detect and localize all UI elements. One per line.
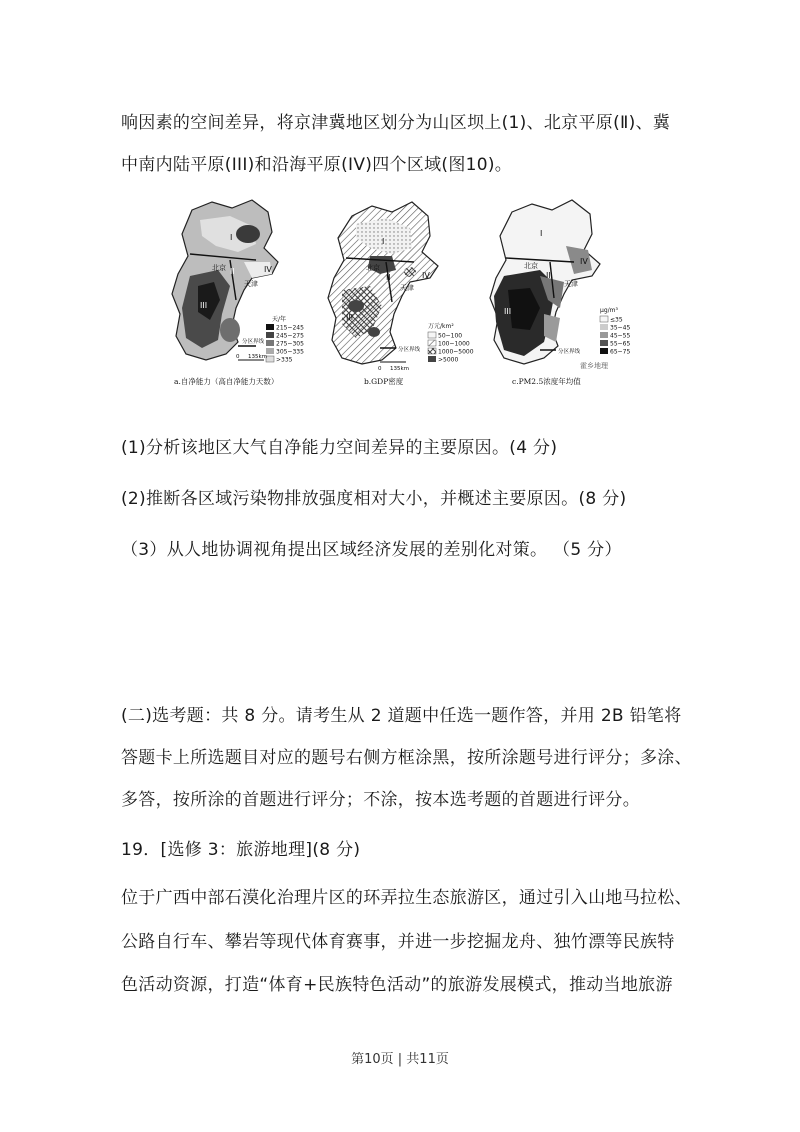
panel-a-legend-item: 245~275 bbox=[276, 332, 304, 340]
elective-line-3: 多答，按所涂的首题进行评分；不涂，按本选考题的首题进行评分。 bbox=[121, 790, 640, 810]
panel-b-region-1: I bbox=[382, 237, 385, 246]
panel-b-caption: b.GDP密度 bbox=[364, 377, 404, 386]
panel-a-legend-item: 305~335 bbox=[276, 348, 304, 356]
panel-b-legend-item: 1000~5000 bbox=[438, 348, 474, 356]
panel-c-region-2: II bbox=[546, 271, 551, 280]
elective-line-1: (二)选考题：共 8 分。请考生从 2 道题中任选一题作答，并用 2B 铅笔将 bbox=[121, 706, 682, 726]
panel-a-region-3: III bbox=[200, 301, 208, 310]
panel-c-legend-title: μg/m³ bbox=[600, 307, 618, 314]
question-19-line-3: 色活动资源，打造“体育+民族特色活动”的旅游发展模式，推动当地旅游 bbox=[121, 975, 673, 995]
panel-c-legend-item: 35~45 bbox=[610, 324, 631, 332]
question-3: （3）从人地协调视角提出区域经济发展的差别化对策。 （5 分） bbox=[121, 540, 622, 560]
watermark-label: 霍乡地理 bbox=[580, 362, 608, 370]
panel-a-legend-item: 215~245 bbox=[276, 324, 304, 332]
panel-a-region-2: II bbox=[230, 267, 235, 276]
panel-b-legend-item: 50~100 bbox=[438, 332, 463, 340]
panel-a-self-purification-map bbox=[172, 200, 278, 362]
figure-10-maps bbox=[160, 190, 642, 390]
panel-b-scale-label: 135km bbox=[390, 366, 410, 372]
panel-c-caption: c.PM2.5浓度年均值 bbox=[512, 377, 581, 386]
panel-c-legend-item: 45~55 bbox=[610, 332, 631, 340]
panel-b-legend-title: 万元/km² bbox=[428, 323, 454, 330]
panel-b-boundary-label: 分区界线 bbox=[398, 347, 421, 353]
panel-a-scale-zero: 0 bbox=[236, 354, 240, 360]
panel-c-boundary-label: 分区界线 bbox=[558, 349, 581, 355]
elective-line-2: 答题卡上所选题目对应的题号右侧方框涂黑，按所涂题号进行评分；多涂、 bbox=[121, 748, 692, 768]
panel-c-legend-item: ≤35 bbox=[610, 316, 623, 324]
panel-c-region-1: I bbox=[540, 229, 543, 238]
panel-c-city-tianjin: 天津 bbox=[564, 280, 578, 288]
panel-b-legend-item: >5000 bbox=[438, 356, 459, 364]
panel-c-region-4: IV bbox=[580, 257, 588, 266]
question-19-line-2: 公路自行车、攀岩等现代体育赛事，并进一步挖掘龙舟、独竹漂等民族特 bbox=[121, 932, 675, 952]
question-1: (1)分析该地区大气自净能力空间差异的主要原因。(4 分) bbox=[121, 438, 558, 458]
panel-b-region-2: II bbox=[386, 273, 391, 282]
intro-line-2: 中南内陆平原(III)和沿海平原(IV)四个区域(图10)。 bbox=[121, 155, 513, 175]
panel-a-region-1: I bbox=[230, 233, 233, 242]
question-2: (2)推断各区域污染物排放强度相对大小，并概述主要原因。(8 分) bbox=[121, 489, 627, 509]
panel-c-legend-item: 65~75 bbox=[610, 348, 631, 356]
panel-a-boundary-label: 分区界线 bbox=[242, 339, 265, 345]
panel-b-gdp-density-map bbox=[328, 202, 438, 364]
panel-c-pm25-map bbox=[490, 200, 608, 364]
panel-c-city-beijing: 北京 bbox=[524, 262, 538, 270]
panel-a-city-beijing: 北京 bbox=[212, 264, 226, 272]
panel-a-caption: a.自净能力（高自净能力天数） bbox=[174, 377, 279, 386]
panel-a-legend-item: >335 bbox=[276, 356, 293, 364]
panel-b-region-3: III bbox=[346, 313, 354, 322]
panel-a-legend-item: 275~305 bbox=[276, 340, 304, 348]
intro-line-1: 响因素的空间差异，将京津冀地区划分为山区坝上(1)、北京平原(Ⅱ)、冀 bbox=[121, 113, 671, 133]
panel-c-legend-item: 55~65 bbox=[610, 340, 631, 348]
panel-b-city-tianjin: 天津 bbox=[400, 284, 414, 292]
panel-a-legend-title: 天/年 bbox=[272, 316, 287, 323]
panel-b-city-beijing: 北京 bbox=[366, 264, 380, 272]
question-19-line-1: 位于广西中部石漠化治理片区的环弄拉生态旅游区，通过引入山地马拉松、 bbox=[121, 888, 692, 908]
panel-a-scale-label: 135km bbox=[248, 354, 268, 360]
page-footer: 第10页 | 共11页 bbox=[351, 1052, 449, 1067]
panel-c-region-3: III bbox=[504, 307, 512, 316]
panel-b-region-4: IV bbox=[422, 271, 430, 280]
panel-b-scale-zero: 0 bbox=[378, 366, 382, 372]
panel-a-region-4: IV bbox=[264, 265, 272, 274]
panel-a-city-tianjin: 天津 bbox=[244, 280, 258, 288]
question-19-title: 19．[选修 3：旅游地理](8 分) bbox=[121, 840, 361, 860]
maps-svg bbox=[160, 190, 642, 390]
panel-b-legend-item: 100~1000 bbox=[438, 340, 470, 348]
